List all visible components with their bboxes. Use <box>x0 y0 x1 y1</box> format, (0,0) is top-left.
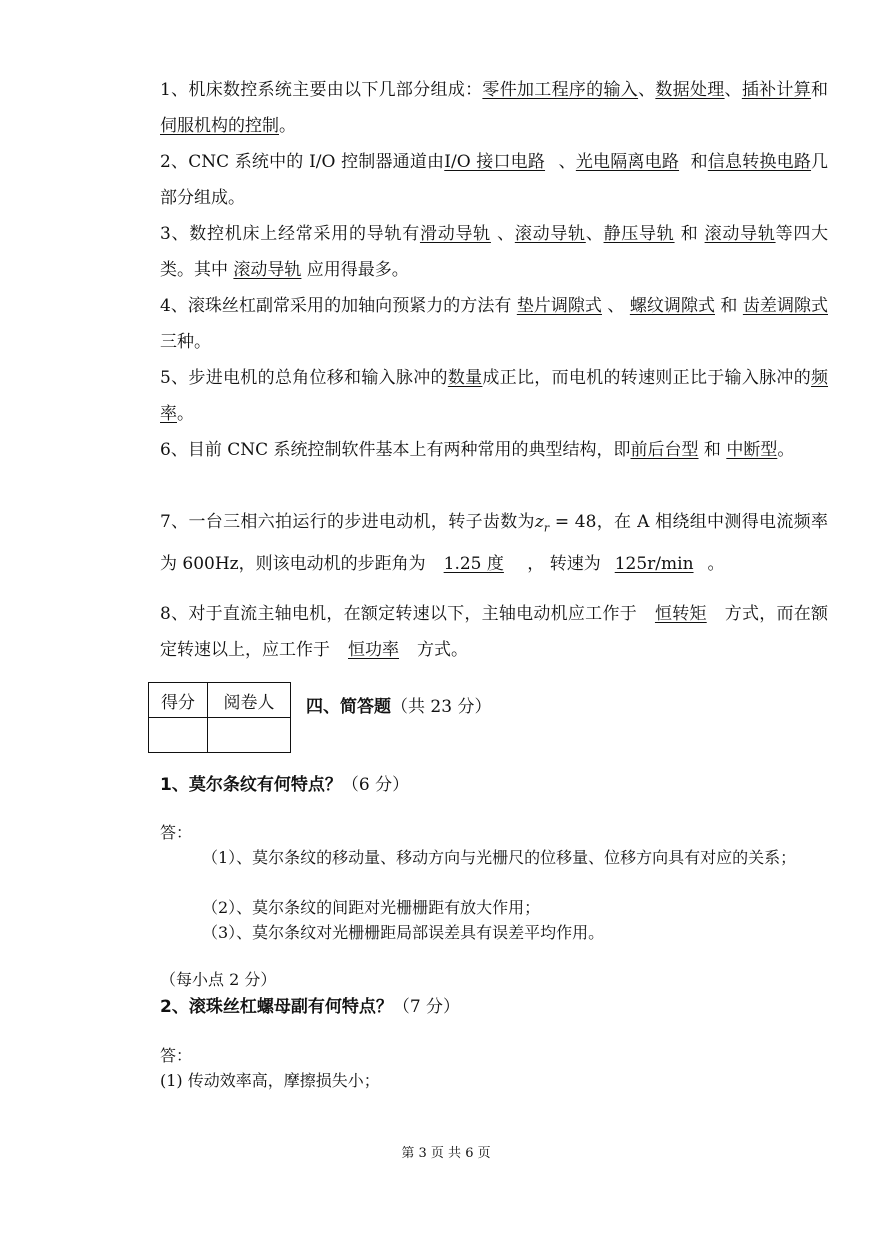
answer-blank: 静压导轨 <box>603 224 675 244</box>
item-text: 、 <box>490 224 515 244</box>
page-footer: 第 3 页 共 6 页 <box>401 1146 491 1161</box>
answer-line: （2）、莫尔条纹的间距对光栅栅距有放大作用； <box>202 898 541 917</box>
answer-blank: 滚动导轨 <box>514 224 586 244</box>
grader-label: 阅卷人 <box>208 683 291 718</box>
score-table <box>148 682 291 753</box>
answer-blank: 零件加工程序的输入 <box>482 80 639 100</box>
fill-item-8 <box>160 596 828 668</box>
score-note: （每小点 2 分） <box>160 970 277 989</box>
item-text: 方式，而在额定转速以上，应工作于 <box>160 604 828 660</box>
section-heading: 四、简答题 <box>306 697 391 717</box>
item-text: 1、机床数控系统主要由以下几部分组成： <box>160 80 483 100</box>
item-text: 、 <box>553 152 576 172</box>
item-text: 4、滚珠丝杠副常采用的加轴向预紧力的方法有 <box>160 296 517 316</box>
fill-item-4 <box>160 288 828 360</box>
item-text: 。 <box>707 554 725 575</box>
answer-blank: 齿差调隙式 <box>742 296 828 316</box>
answer-line: (1) 传动效率高，摩擦损失小； <box>160 1071 380 1090</box>
item-text: 8、对于直流主轴电机，在额定转速以下，主轴电动机应工作于 <box>160 604 637 624</box>
answer-blank: 恒转矩 <box>654 604 707 624</box>
answer-blank: 伺服机构的控制 <box>160 116 279 136</box>
question-heading: 1、莫尔条纹有何特点？ <box>160 775 342 795</box>
item-text: 3、数控机床上经常采用的导轨有 <box>160 224 420 244</box>
answer-blank: 中断型 <box>726 440 778 460</box>
answer-blank: 数据处理 <box>655 80 725 100</box>
item-text: 2、CNC 系统中的 I/O 控制器通道由 <box>160 152 445 172</box>
fill-item-5 <box>160 360 828 432</box>
item-text: 、 <box>638 80 656 100</box>
answer-line: （1）、莫尔条纹的移动量、移动方向与光栅尺的位移量、位移方向具有对应的关系； <box>202 848 797 867</box>
answer-blank: 信息转换电路 <box>707 152 812 172</box>
item-text: 几部分组成。 <box>160 152 829 208</box>
answer-blank: 垫片调隙式 <box>516 296 602 316</box>
answer-blank: 1.25 度 <box>443 554 504 575</box>
answer-label-1: 答： <box>160 823 193 842</box>
answer-blank: 滚动导轨 <box>233 260 302 280</box>
item-text: 和 <box>674 224 705 244</box>
answer-blank: 125r/min <box>614 554 694 575</box>
item-text: 和 <box>685 152 708 172</box>
item-text: = 48，在 A 相绕组中测得电流频率为 600Hz，则该电动机的步距角为 <box>160 512 828 575</box>
answer-blank: 螺纹调隙式 <box>629 296 715 316</box>
math-subscript: r <box>543 521 550 535</box>
item-text: 。 <box>279 116 296 136</box>
answer-blank: 滚动导轨 <box>704 224 776 244</box>
section-points: （共 23 分） <box>391 697 492 717</box>
item-text: 、 <box>724 80 742 100</box>
item-text: 和 <box>811 80 829 100</box>
item-text: 7、一台三相六拍运行的步进电动机，转子齿数为 <box>160 512 535 532</box>
answer-blank: 恒功率 <box>348 640 399 660</box>
question-points: （6 分） <box>341 775 410 795</box>
fill-item-2 <box>160 144 828 216</box>
score-cell <box>149 718 208 753</box>
item-text: 。 <box>177 404 194 424</box>
item-text: 。 <box>777 440 795 460</box>
answer-label-2: 答： <box>160 1046 193 1065</box>
item-text: 、 <box>585 224 604 244</box>
item-text: 成正比，而电机的转速则正比于输入脉冲的 <box>482 368 812 388</box>
item-text: 应用得最多。 <box>301 260 409 280</box>
answer-1-body <box>160 845 828 870</box>
math-variable: z <box>534 512 544 532</box>
answer-blank: 前后台型 <box>630 440 699 460</box>
answer-blank: 光电隔离电路 <box>575 152 680 172</box>
fill-item-1 <box>160 72 828 144</box>
answer-blank: 滑动导轨 <box>419 224 491 244</box>
question-2-title <box>160 992 460 1017</box>
question-points: （7 分） <box>392 997 461 1017</box>
answer-blank: 插补计算 <box>741 80 812 100</box>
item-text: ， 转速为 <box>521 554 601 575</box>
score-label: 得分 <box>149 683 208 718</box>
item-text: 6、目前 CNC 系统控制软件基本上有两种常用的典型结构，即 <box>160 440 631 460</box>
item-text: 等四大类。其中 <box>160 224 829 280</box>
item-text: 和 <box>698 440 727 460</box>
answer-blank: 数量 <box>447 368 483 388</box>
answer-blank: 频率 <box>160 368 829 424</box>
question-1-title <box>160 770 409 795</box>
question-heading: 2、滚珠丝杠螺母副有何特点？ <box>160 997 393 1017</box>
fill-item-3 <box>160 216 828 288</box>
answer-line: （3）、莫尔条纹对光栅栅距局部误差具有误差平均作用。 <box>202 923 605 942</box>
item-text: 5、步进电机的总角位移和输入脉冲的 <box>160 368 448 388</box>
section-title <box>306 692 491 717</box>
item-text: 、 <box>601 296 630 316</box>
fill-item-6 <box>160 432 828 468</box>
grader-cell <box>208 718 291 753</box>
fill-item-7 <box>160 504 828 582</box>
answer-blank: I/O 接口电路 <box>444 152 546 172</box>
item-text: 和 <box>715 296 743 316</box>
item-text: 三种。 <box>160 332 211 352</box>
item-text: 方式。 <box>417 640 468 660</box>
